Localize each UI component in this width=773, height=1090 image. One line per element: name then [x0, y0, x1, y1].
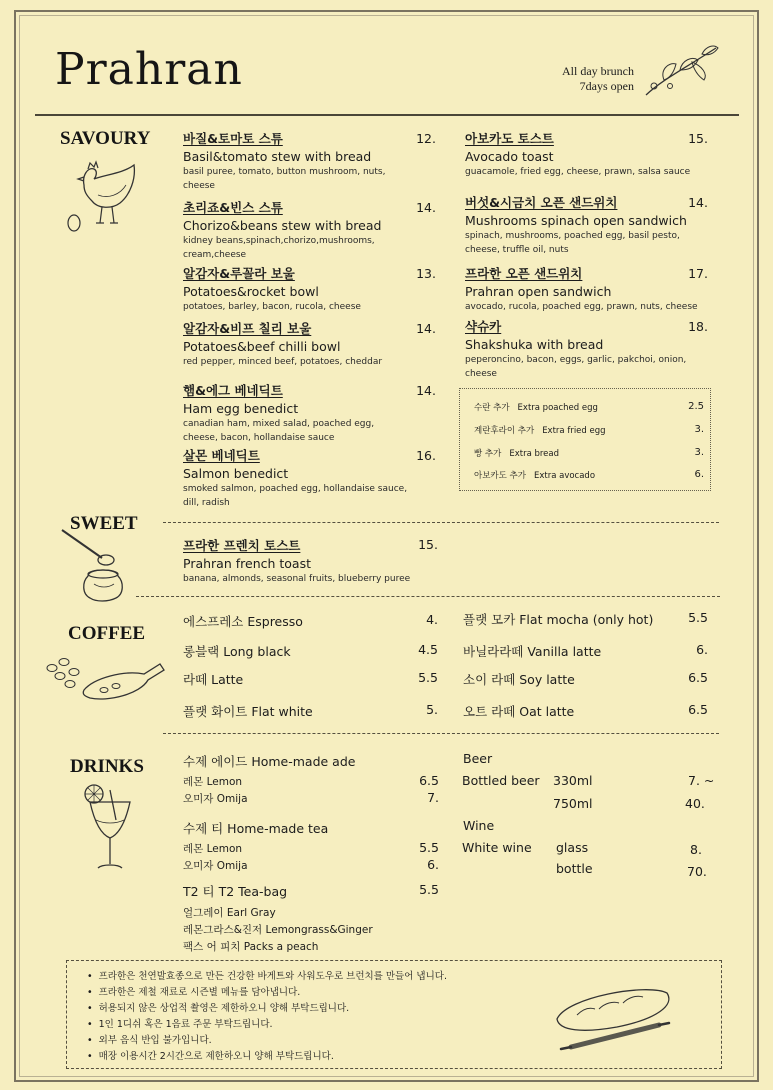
coffee-item-label: 오트 라떼 Oat latte	[463, 704, 575, 719]
section-savoury-heading: SAVOURY	[60, 128, 151, 149]
note-line	[87, 1048, 334, 1062]
notes-box	[66, 960, 722, 1069]
menu-item-description-line: peperoncino, bacon, eggs, garlic, pakchoi, onion, cheese	[465, 355, 687, 379]
baguette-rolling-pin-icon	[547, 975, 677, 1055]
menu-item-description-line: basil puree, tomato, button mushroom, nuts,	[183, 167, 386, 177]
menu-item	[183, 198, 423, 262]
extras-box	[459, 388, 711, 491]
menu-item-english-name: Prahran open sandwich	[465, 284, 612, 299]
coffee-item-price: 5.5	[688, 610, 708, 625]
menu-item-korean-name: 버섯&시금치 오픈 샌드위치	[465, 195, 618, 210]
note-text: 프라한은 천연발효종으로 만든 건강한 바게트와 사워도우로 브런치를 만들어 냅니다.	[98, 971, 447, 982]
drinks-t2-title: T2 티 T2 Tea-bag	[183, 884, 288, 899]
divider-coffee-drinks	[163, 733, 719, 734]
drinks-beer-330: 330ml	[553, 773, 593, 788]
note-line	[87, 1000, 349, 1014]
extra-item-english-name: Extra poached egg	[517, 403, 598, 413]
menu-item	[183, 319, 423, 369]
menu-item-description	[183, 355, 423, 369]
header-divider	[35, 114, 739, 116]
menu-item-price: 17.	[688, 266, 708, 281]
extra-item	[474, 469, 704, 481]
menu-item-description	[465, 229, 720, 257]
menu-item-description-line: potatoes, barley, bacon, rucola, cheese	[183, 302, 361, 312]
menu-item-description	[183, 234, 423, 262]
drinks-tea-title: 수제 티 Home-made tea	[183, 821, 329, 836]
coffee-item-price: 5.	[426, 702, 438, 717]
menu-item-description	[183, 417, 423, 445]
sweet-item-price: 15.	[418, 537, 438, 552]
drink-item-price: 6.	[427, 857, 439, 872]
menu-item	[183, 446, 423, 510]
extra-item-korean-name: 아보카도 추가	[474, 471, 526, 481]
note-line	[87, 968, 447, 982]
coffee-item-label: 라떼 Latte	[183, 672, 244, 687]
menu-item-english-name: Potatoes&rocket bowl	[183, 284, 319, 299]
sweet-item	[183, 536, 423, 586]
menu-item-description-line: avocado, rucola, poached egg, prawn, nuts, cheese	[465, 302, 698, 312]
coffee-item-label: 롱블랙 Long black	[183, 644, 291, 659]
extra-item	[474, 424, 704, 436]
extra-item-price: 3.	[694, 447, 704, 458]
menu-item-description	[465, 353, 720, 381]
menu-item-korean-name: 샥슈카	[465, 319, 502, 334]
drinks-beer-label: Bottled beer	[462, 773, 540, 788]
menu-item-price: 14.	[416, 200, 436, 215]
menu-item-english-name: Avocado toast	[465, 149, 554, 164]
bullet-icon: •	[87, 971, 93, 982]
drink-item-label: 오미자 Omija	[183, 860, 248, 872]
coffee-item-price: 6.5	[688, 670, 708, 685]
coffee-item-price: 4.5	[418, 642, 438, 657]
extra-item-korean-name: 계란후라이 추가	[474, 426, 535, 436]
drinks-beer-330-price: 7. ~	[688, 773, 715, 788]
note-text: 프라한은 제철 재료로 시즌별 메뉴를 담아냅니다.	[98, 987, 301, 998]
note-line	[87, 1016, 273, 1030]
coffee-item-price: 5.5	[418, 670, 438, 685]
menu-item-description-line: canadian ham, mixed salad, poached egg,	[183, 419, 375, 429]
extra-item-english-name: Extra fried egg	[542, 426, 606, 436]
menu-item-description	[183, 482, 423, 510]
coffee-item-label: 바닐라라떼 Vanilla latte	[463, 644, 602, 659]
tea-bag-item: 얼그레이 Earl Gray	[183, 907, 276, 919]
menu-item-price: 12.	[416, 131, 436, 146]
rooster-icon	[64, 155, 144, 235]
menu-item-korean-name: 알감자&비프 칠리 보울	[183, 321, 312, 336]
menu-item-description-line: guacamole, fried egg, cheese, prawn, salsa sauce	[465, 167, 691, 177]
drinks-bottle: bottle	[556, 861, 593, 876]
note-line	[87, 1032, 212, 1046]
divider-sweet-coffee	[136, 596, 720, 597]
extra-item-korean-name: 수란 추가	[474, 403, 510, 413]
drink-item-price: 6.5	[419, 773, 439, 788]
menu-item-korean-name: 초리죠&빈스 스튜	[183, 200, 283, 215]
menu-item	[183, 381, 423, 445]
menu-item-english-name: Chorizo&beans stew with bread	[183, 218, 382, 233]
menu-item-korean-name: 프라한 오픈 샌드위치	[465, 266, 583, 281]
sweet-item-description: banana, almonds, seasonal fruits, blueberry puree	[183, 574, 411, 584]
drinks-glass-price: 8.	[690, 842, 702, 857]
page-title: Prahran	[55, 44, 243, 95]
coffee-item-price: 6.5	[688, 702, 708, 717]
extra-item	[474, 401, 704, 413]
extra-item-korean-name: 빵 추가	[474, 449, 502, 459]
section-sweet-heading: SWEET	[70, 513, 138, 534]
tagline-hours: All day brunch	[562, 64, 634, 78]
menu-item-price: 15.	[688, 131, 708, 146]
drinks-bottle-price: 70.	[687, 864, 707, 879]
menu-item-description	[183, 300, 423, 314]
drinks-beer-750: 750ml	[553, 796, 593, 811]
bullet-icon: •	[87, 1019, 93, 1030]
extra-item-english-name: Extra bread	[509, 449, 560, 459]
menu-item-korean-name: 알감자&루꼴라 보울	[183, 266, 295, 281]
menu-item-korean-name: 바질&토마토 스튜	[183, 131, 283, 146]
sweet-item-english-name: Prahran french toast	[183, 556, 312, 571]
note-text: 매장 이용시간 2시간으로 제한하오니 양해 부탁드립니다.	[98, 1051, 334, 1062]
coffee-item-price: 6.	[696, 642, 708, 657]
drink-item-label: 오미자 Omija	[183, 793, 248, 805]
cocktail-glass-icon	[80, 780, 140, 876]
menu-item-description-line: kidney beans,spinach,chorizo,mushrooms,	[183, 236, 375, 246]
honey-jar-icon	[58, 524, 138, 604]
menu-item-price: 16.	[416, 448, 436, 463]
drinks-glass: glass	[556, 840, 589, 855]
menu-item-description-line: dill, radish	[183, 498, 230, 508]
tagline-days: 7days open	[579, 79, 634, 93]
coffee-item-label: 에스프레소 Espresso	[183, 614, 303, 629]
drink-item-price: 5.5	[419, 840, 439, 855]
menu-item-description-line: spinach, mushrooms, poached egg, basil pesto,	[465, 231, 680, 241]
drink-item-label: 레몬 Lemon	[183, 843, 243, 855]
menu-item-korean-name: 햄&에그 베네딕트	[183, 383, 283, 398]
menu-item-english-name: Shakshuka with bread	[465, 337, 604, 352]
tagline	[538, 64, 634, 94]
coffee-beans-scoop-icon	[44, 652, 168, 706]
section-drinks-heading: DRINKS	[70, 756, 144, 777]
menu-item-description	[183, 165, 423, 193]
menu-item-english-name: Salmon benedict	[183, 466, 289, 481]
menu-item-korean-name: 아보카도 토스트	[465, 131, 554, 146]
coffee-item-label: 플랫 모카 Flat mocha (only hot)	[463, 612, 654, 627]
note-text: 허용되지 않은 상업적 촬영은 제한하오니 양해 부탁드립니다.	[98, 1003, 350, 1014]
menu-item-description-line: red pepper, minced beef, potatoes, cheddar	[183, 357, 383, 367]
tea-bag-item: 레몬그라스&진저 Lemongrass&Ginger	[183, 924, 373, 936]
menu-item	[183, 129, 423, 193]
bullet-icon: •	[87, 1051, 93, 1062]
menu-item-description-line: cream,cheese	[183, 250, 247, 260]
tea-bag-item: 팩스 어 피치 Packs a peach	[183, 941, 319, 953]
drinks-beer-title: Beer	[463, 751, 493, 766]
drinks-t2-price: 5.5	[419, 882, 439, 897]
coffee-item-label: 소이 라떼 Soy latte	[463, 672, 575, 687]
menu-item-description	[465, 300, 720, 314]
menu-item-price: 14.	[416, 383, 436, 398]
menu-item-description-line: cheese	[183, 181, 215, 191]
extra-item-price: 3.	[694, 424, 704, 435]
extra-item-price: 2.5	[688, 401, 704, 412]
drink-item-label: 레몬 Lemon	[183, 776, 243, 788]
menu-item	[183, 264, 423, 314]
note-text: 1인 1디쉬 혹은 1음료 주문 부탁드립니다.	[98, 1019, 273, 1030]
sweet-item-korean-name: 프라한 프렌치 토스트	[183, 538, 301, 553]
menu-item-description-line: smoked salmon, poached egg, hollandaise sauce,	[183, 484, 408, 494]
drinks-beer-750-price: 40.	[685, 796, 705, 811]
bullet-icon: •	[87, 1003, 93, 1014]
coffee-item-label: 플랫 화이트 Flat white	[183, 704, 313, 719]
menu-item-description	[465, 165, 720, 179]
section-coffee-heading: COFFEE	[68, 623, 146, 644]
menu-item-price: 13.	[416, 266, 436, 281]
menu-item-description-line: cheese, bacon, hollandaise sauce	[183, 433, 335, 443]
extra-item-english-name: Extra avocado	[533, 471, 596, 481]
drinks-ade-title: 수제 에이드 Home-made ade	[183, 754, 356, 769]
menu-item-price: 14.	[416, 321, 436, 336]
menu-item-english-name: Ham egg benedict	[183, 401, 299, 416]
menu-item-description-line: cheese, truffle oil, nuts	[465, 245, 569, 255]
herb-sprig-icon	[642, 40, 722, 100]
drinks-wine-label: White wine	[462, 840, 532, 855]
drink-item-price: 7.	[427, 790, 439, 805]
extra-item	[474, 447, 704, 459]
menu-item-english-name: Potatoes&beef chilli bowl	[183, 339, 341, 354]
menu-item-english-name: Mushrooms spinach open sandwich	[465, 213, 687, 228]
note-line	[87, 984, 300, 998]
bullet-icon: •	[87, 987, 93, 998]
note-text: 외부 음식 반입 불가입니다.	[98, 1035, 212, 1046]
menu-item-korean-name: 살몬 베네딕트	[183, 448, 260, 463]
menu-item-english-name: Basil&tomato stew with bread	[183, 149, 372, 164]
bullet-icon: •	[87, 1035, 93, 1046]
menu-item-price: 14.	[688, 195, 708, 210]
coffee-item-price: 4.	[426, 612, 438, 627]
drinks-wine-title: Wine	[463, 818, 495, 833]
extra-item-price: 6.	[694, 469, 704, 480]
menu-item-price: 18.	[688, 319, 708, 334]
divider-savoury-sweet	[163, 522, 719, 523]
